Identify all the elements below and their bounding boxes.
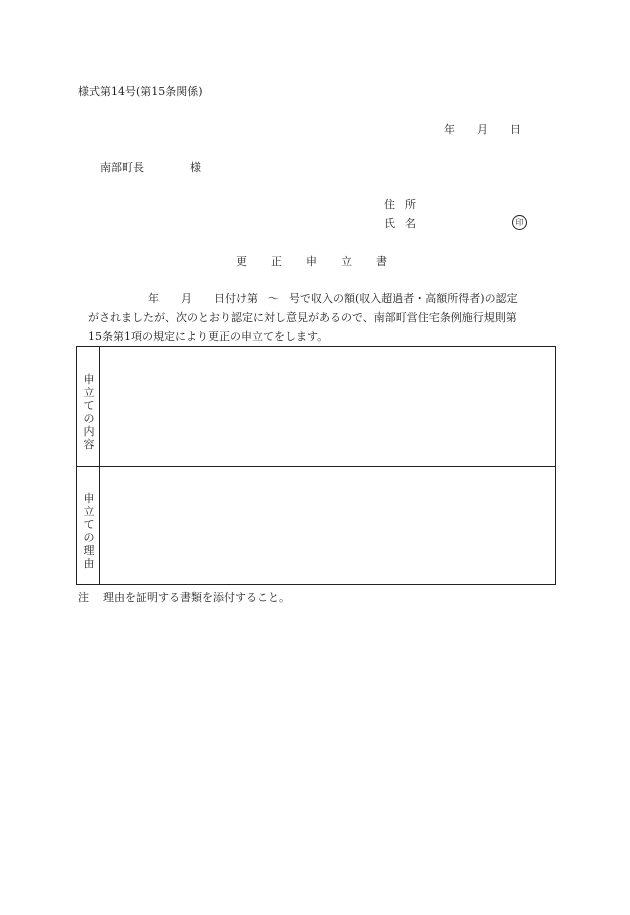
note-prefix: 注 xyxy=(78,591,89,604)
addressee-name: 南部町長 xyxy=(100,161,144,174)
name-label-char-1: 氏 xyxy=(384,217,395,230)
title-char-4: 立 xyxy=(341,255,352,268)
body-month: 月 xyxy=(181,292,192,305)
title-char-3: 申 xyxy=(306,255,317,268)
applicant-name-label xyxy=(384,218,426,229)
date-line xyxy=(444,124,521,135)
addressee-honorific: 様 xyxy=(190,161,201,174)
date-month-label: 月 xyxy=(477,123,488,136)
document-title xyxy=(236,256,387,267)
applicant-address-label xyxy=(384,199,426,210)
body-year: 年 xyxy=(148,292,159,305)
body-line-3: 15条第1項の規定により更正の申立てをします。 xyxy=(88,330,329,343)
body-line-1 xyxy=(148,293,518,304)
address-label-char-2: 所 xyxy=(405,198,416,211)
note-text: 理由を証明する書類を添付すること。 xyxy=(103,591,290,604)
title-char-1: 更 xyxy=(236,255,247,268)
address-label-char-1: 住 xyxy=(384,198,395,211)
body-tilde: 〜 xyxy=(268,292,279,305)
footnote xyxy=(78,592,290,603)
date-year-label: 年 xyxy=(444,123,455,136)
name-label-char-2: 名 xyxy=(405,217,416,230)
addressee xyxy=(100,162,201,173)
content-label: 申立ての内容 xyxy=(83,373,95,451)
content-field[interactable] xyxy=(100,347,555,466)
date-day-label: 日 xyxy=(510,123,521,136)
title-char-2: 正 xyxy=(271,255,282,268)
title-char-5: 書 xyxy=(376,255,387,268)
table-row-reason xyxy=(77,466,555,584)
body-line1-rest: 号で収入の額(収入超過者・高額所得者)の認定 xyxy=(289,292,518,305)
row-header-reason xyxy=(77,466,100,584)
body-line-2: がされましたが、次のとおり認定に対し意見があるので、南部町営住宅条例施行規則第 xyxy=(88,311,517,324)
appeal-table xyxy=(76,346,556,585)
table-row-content xyxy=(77,347,555,467)
seal-icon: 印 xyxy=(512,215,527,230)
reason-label: 申立ての理由 xyxy=(83,492,95,570)
form-number: 様式第14号(第15条関係) xyxy=(78,85,203,98)
row-header-content xyxy=(77,347,100,466)
body-day-number: 日付け第 xyxy=(214,292,258,305)
reason-field[interactable] xyxy=(100,466,555,584)
